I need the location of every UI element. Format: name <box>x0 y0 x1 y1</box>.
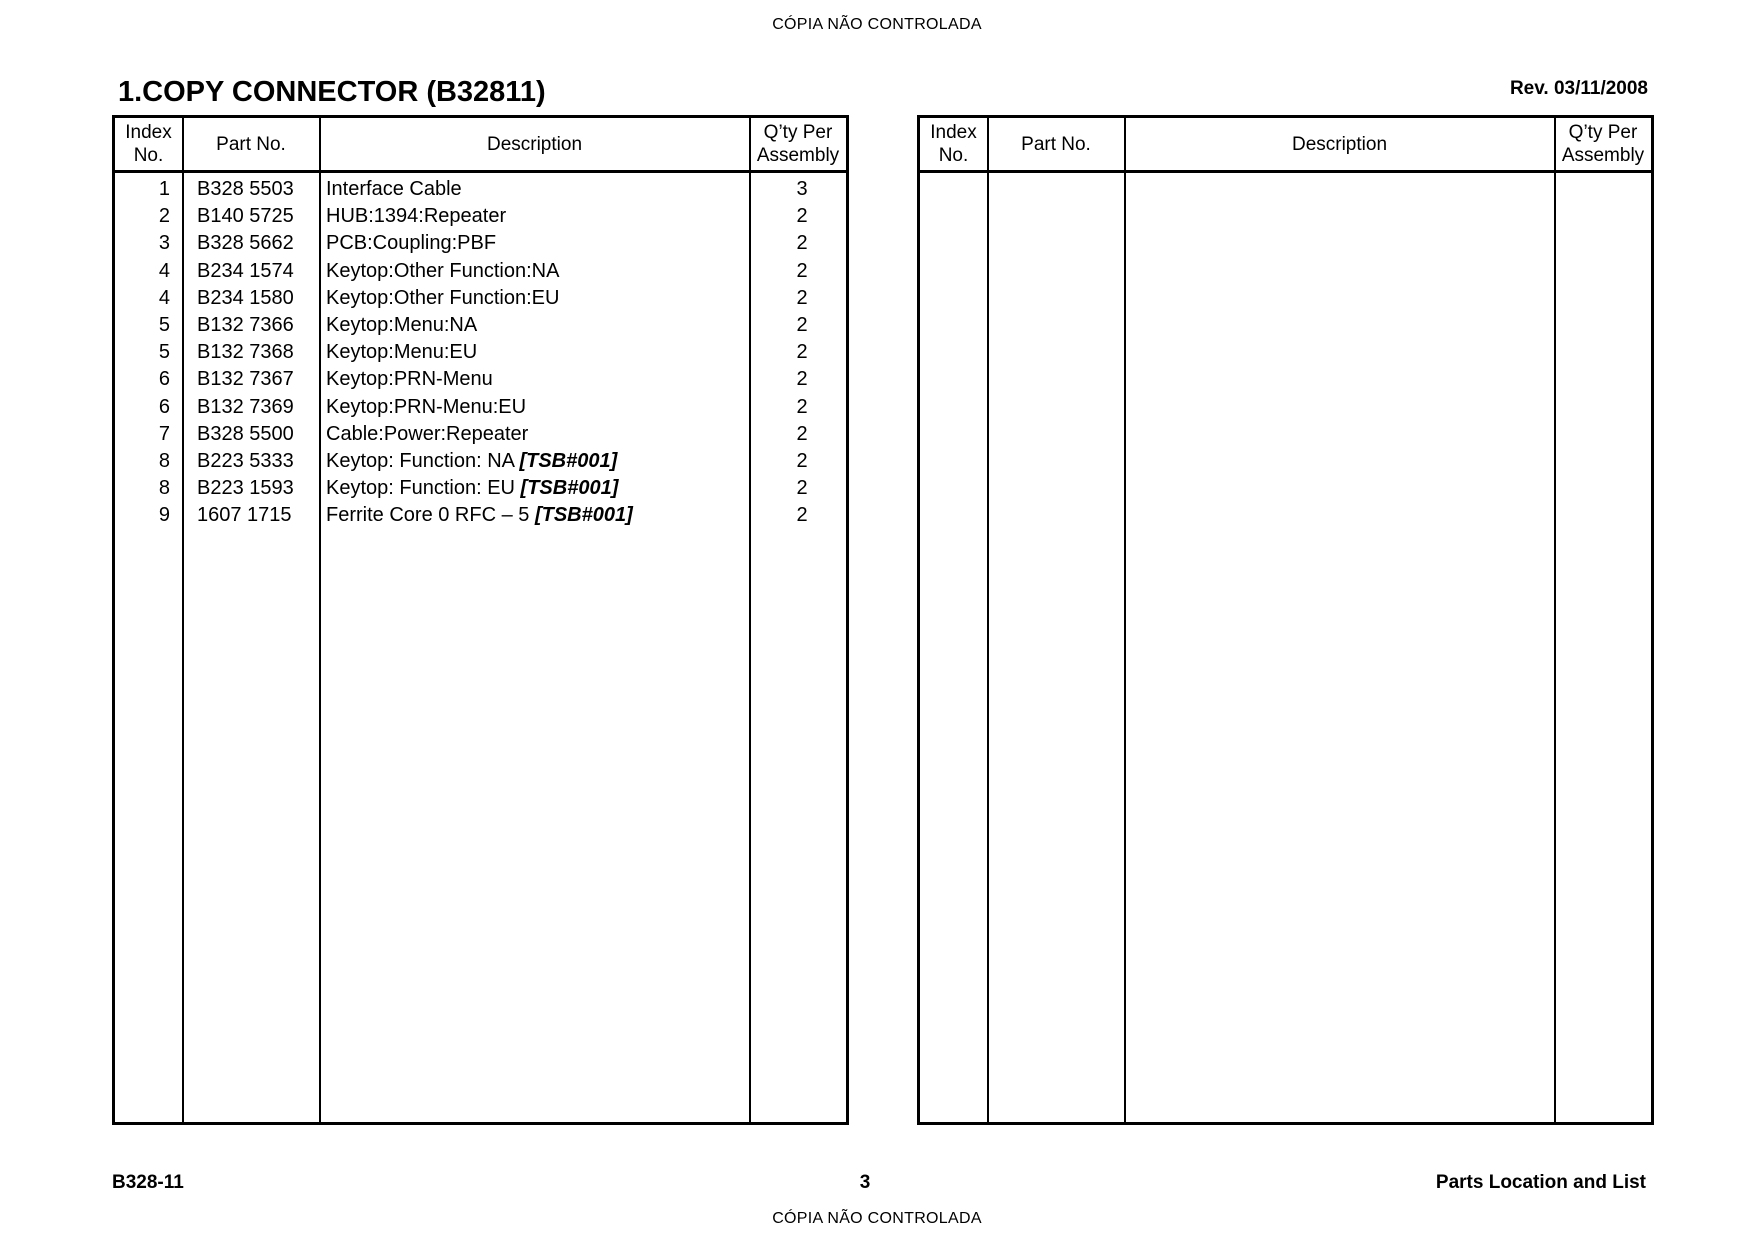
description-cell <box>326 394 746 421</box>
column-divider <box>1124 118 1126 1122</box>
part-number-cell: B132 7368 <box>197 341 294 364</box>
index-cell: 6 <box>158 368 170 391</box>
header-index: Index No. <box>125 122 172 166</box>
description-text: Interface Cable <box>326 178 462 200</box>
quantity-cell: 2 <box>796 395 808 418</box>
part-number-cell: B328 5662 <box>197 232 294 255</box>
index-cell: 9 <box>158 504 170 527</box>
watermark-bottom: CÓPIA NÃO CONTROLADA <box>772 1210 982 1227</box>
index-cell: 7 <box>158 422 170 445</box>
description-cell <box>326 421 746 448</box>
description-cell <box>326 502 746 529</box>
tsb-reference: [TSB#001] <box>520 477 619 500</box>
parts-rows <box>115 176 846 529</box>
description-text: Keytop: Function: NA <box>326 449 520 472</box>
table-row <box>115 502 846 529</box>
quantity-cell: 2 <box>796 504 808 527</box>
index-cell: 8 <box>158 449 170 472</box>
parts-table-left <box>112 115 849 1125</box>
tsb-reference: [TSB#001] <box>534 504 633 527</box>
column-divider <box>987 118 989 1122</box>
index-cell: 3 <box>158 232 170 255</box>
header-qty: Q’ty Per Assembly <box>1561 122 1645 166</box>
header-index: Index No. <box>930 122 977 166</box>
table-row <box>115 421 846 448</box>
table-row <box>115 448 846 475</box>
quantity-cell: 2 <box>796 422 808 445</box>
header-divider <box>115 170 846 173</box>
description-text: Cable:Power:Repeater <box>326 422 529 445</box>
header-part-no: Part No. <box>216 133 286 155</box>
page-title: 1.COPY CONNECTOR (B32811) <box>118 76 546 108</box>
quantity-cell: 2 <box>796 313 808 336</box>
part-number-cell: B234 1580 <box>197 286 294 309</box>
part-number-cell: B132 7367 <box>197 368 294 391</box>
description-text: HUB:1394:Repeater <box>326 205 507 228</box>
description-text: Ferrite Core 0 RFC – 5 <box>326 504 535 527</box>
part-number-cell: B132 7366 <box>197 313 294 336</box>
header-description: Description <box>1291 133 1388 155</box>
index-cell: 6 <box>158 395 170 418</box>
description-text: Keytop:PRN-Menu:EU <box>326 395 527 418</box>
description-cell <box>326 475 746 502</box>
quantity-cell: 2 <box>796 286 808 309</box>
description-text: Keytop:Menu:EU <box>326 341 478 364</box>
table-row <box>115 394 846 421</box>
quantity-cell: 2 <box>796 368 808 391</box>
watermark-top: CÓPIA NÃO CONTROLADA <box>772 16 982 33</box>
table-row <box>115 285 846 312</box>
index-cell: 4 <box>158 286 170 309</box>
footer-page-number: 3 <box>859 1172 871 1193</box>
revision-date: Rev. 03/11/2008 <box>1509 78 1648 99</box>
table-row <box>115 230 846 257</box>
description-cell <box>326 176 746 203</box>
quantity-cell: 3 <box>796 178 808 200</box>
index-cell: 2 <box>158 205 170 228</box>
description-cell <box>326 230 746 257</box>
part-number-cell: B234 1574 <box>197 259 294 282</box>
description-cell <box>326 312 746 339</box>
quantity-cell: 2 <box>796 449 808 472</box>
description-text: Keytop:Menu:NA <box>326 313 478 336</box>
part-number-cell: B223 1593 <box>197 477 294 500</box>
quantity-cell: 2 <box>796 232 808 255</box>
table-row <box>115 312 846 339</box>
header-qty: Q’ty Per Assembly <box>756 122 840 166</box>
footer-section: Parts Location and List <box>1435 1172 1646 1193</box>
description-cell <box>326 366 746 393</box>
description-cell <box>326 339 746 366</box>
table-row <box>115 339 846 366</box>
description-text: PCB:Coupling:PBF <box>326 232 497 255</box>
description-text: Keytop:Other Function:EU <box>326 286 560 309</box>
description-text: Keytop:Other Function:NA <box>326 259 560 282</box>
table-row <box>115 203 846 230</box>
part-number-cell: B328 5500 <box>197 422 294 445</box>
description-text: Keytop: Function: EU <box>326 477 521 500</box>
index-cell: 4 <box>158 259 170 282</box>
part-number-cell: B223 5333 <box>197 449 294 472</box>
table-row <box>115 258 846 285</box>
index-cell: 1 <box>158 178 170 200</box>
index-cell: 8 <box>158 477 170 500</box>
table-row <box>115 475 846 502</box>
description-cell <box>326 203 746 230</box>
table-row <box>115 176 846 203</box>
header-part-no: Part No. <box>1021 133 1091 155</box>
tsb-reference: [TSB#001] <box>519 449 618 472</box>
part-number-cell: B140 5725 <box>197 205 294 228</box>
table-row <box>115 366 846 393</box>
footer-model: B328-11 <box>112 1172 184 1193</box>
part-number-cell: B132 7369 <box>197 395 294 418</box>
quantity-cell: 2 <box>796 205 808 228</box>
index-cell: 5 <box>158 341 170 364</box>
quantity-cell: 2 <box>796 259 808 282</box>
part-number-cell: 1607 1715 <box>197 504 292 527</box>
description-cell <box>326 258 746 285</box>
header-divider <box>920 170 1651 173</box>
index-cell: 5 <box>158 313 170 336</box>
description-cell <box>326 285 746 312</box>
header-description: Description <box>486 133 583 155</box>
column-divider <box>1554 118 1556 1122</box>
description-text: Keytop:PRN-Menu <box>326 368 493 391</box>
description-cell <box>326 448 746 475</box>
quantity-cell: 2 <box>796 341 808 364</box>
parts-table-right <box>917 115 1654 1125</box>
part-number-cell: B328 5503 <box>197 178 294 200</box>
quantity-cell: 2 <box>796 477 808 500</box>
